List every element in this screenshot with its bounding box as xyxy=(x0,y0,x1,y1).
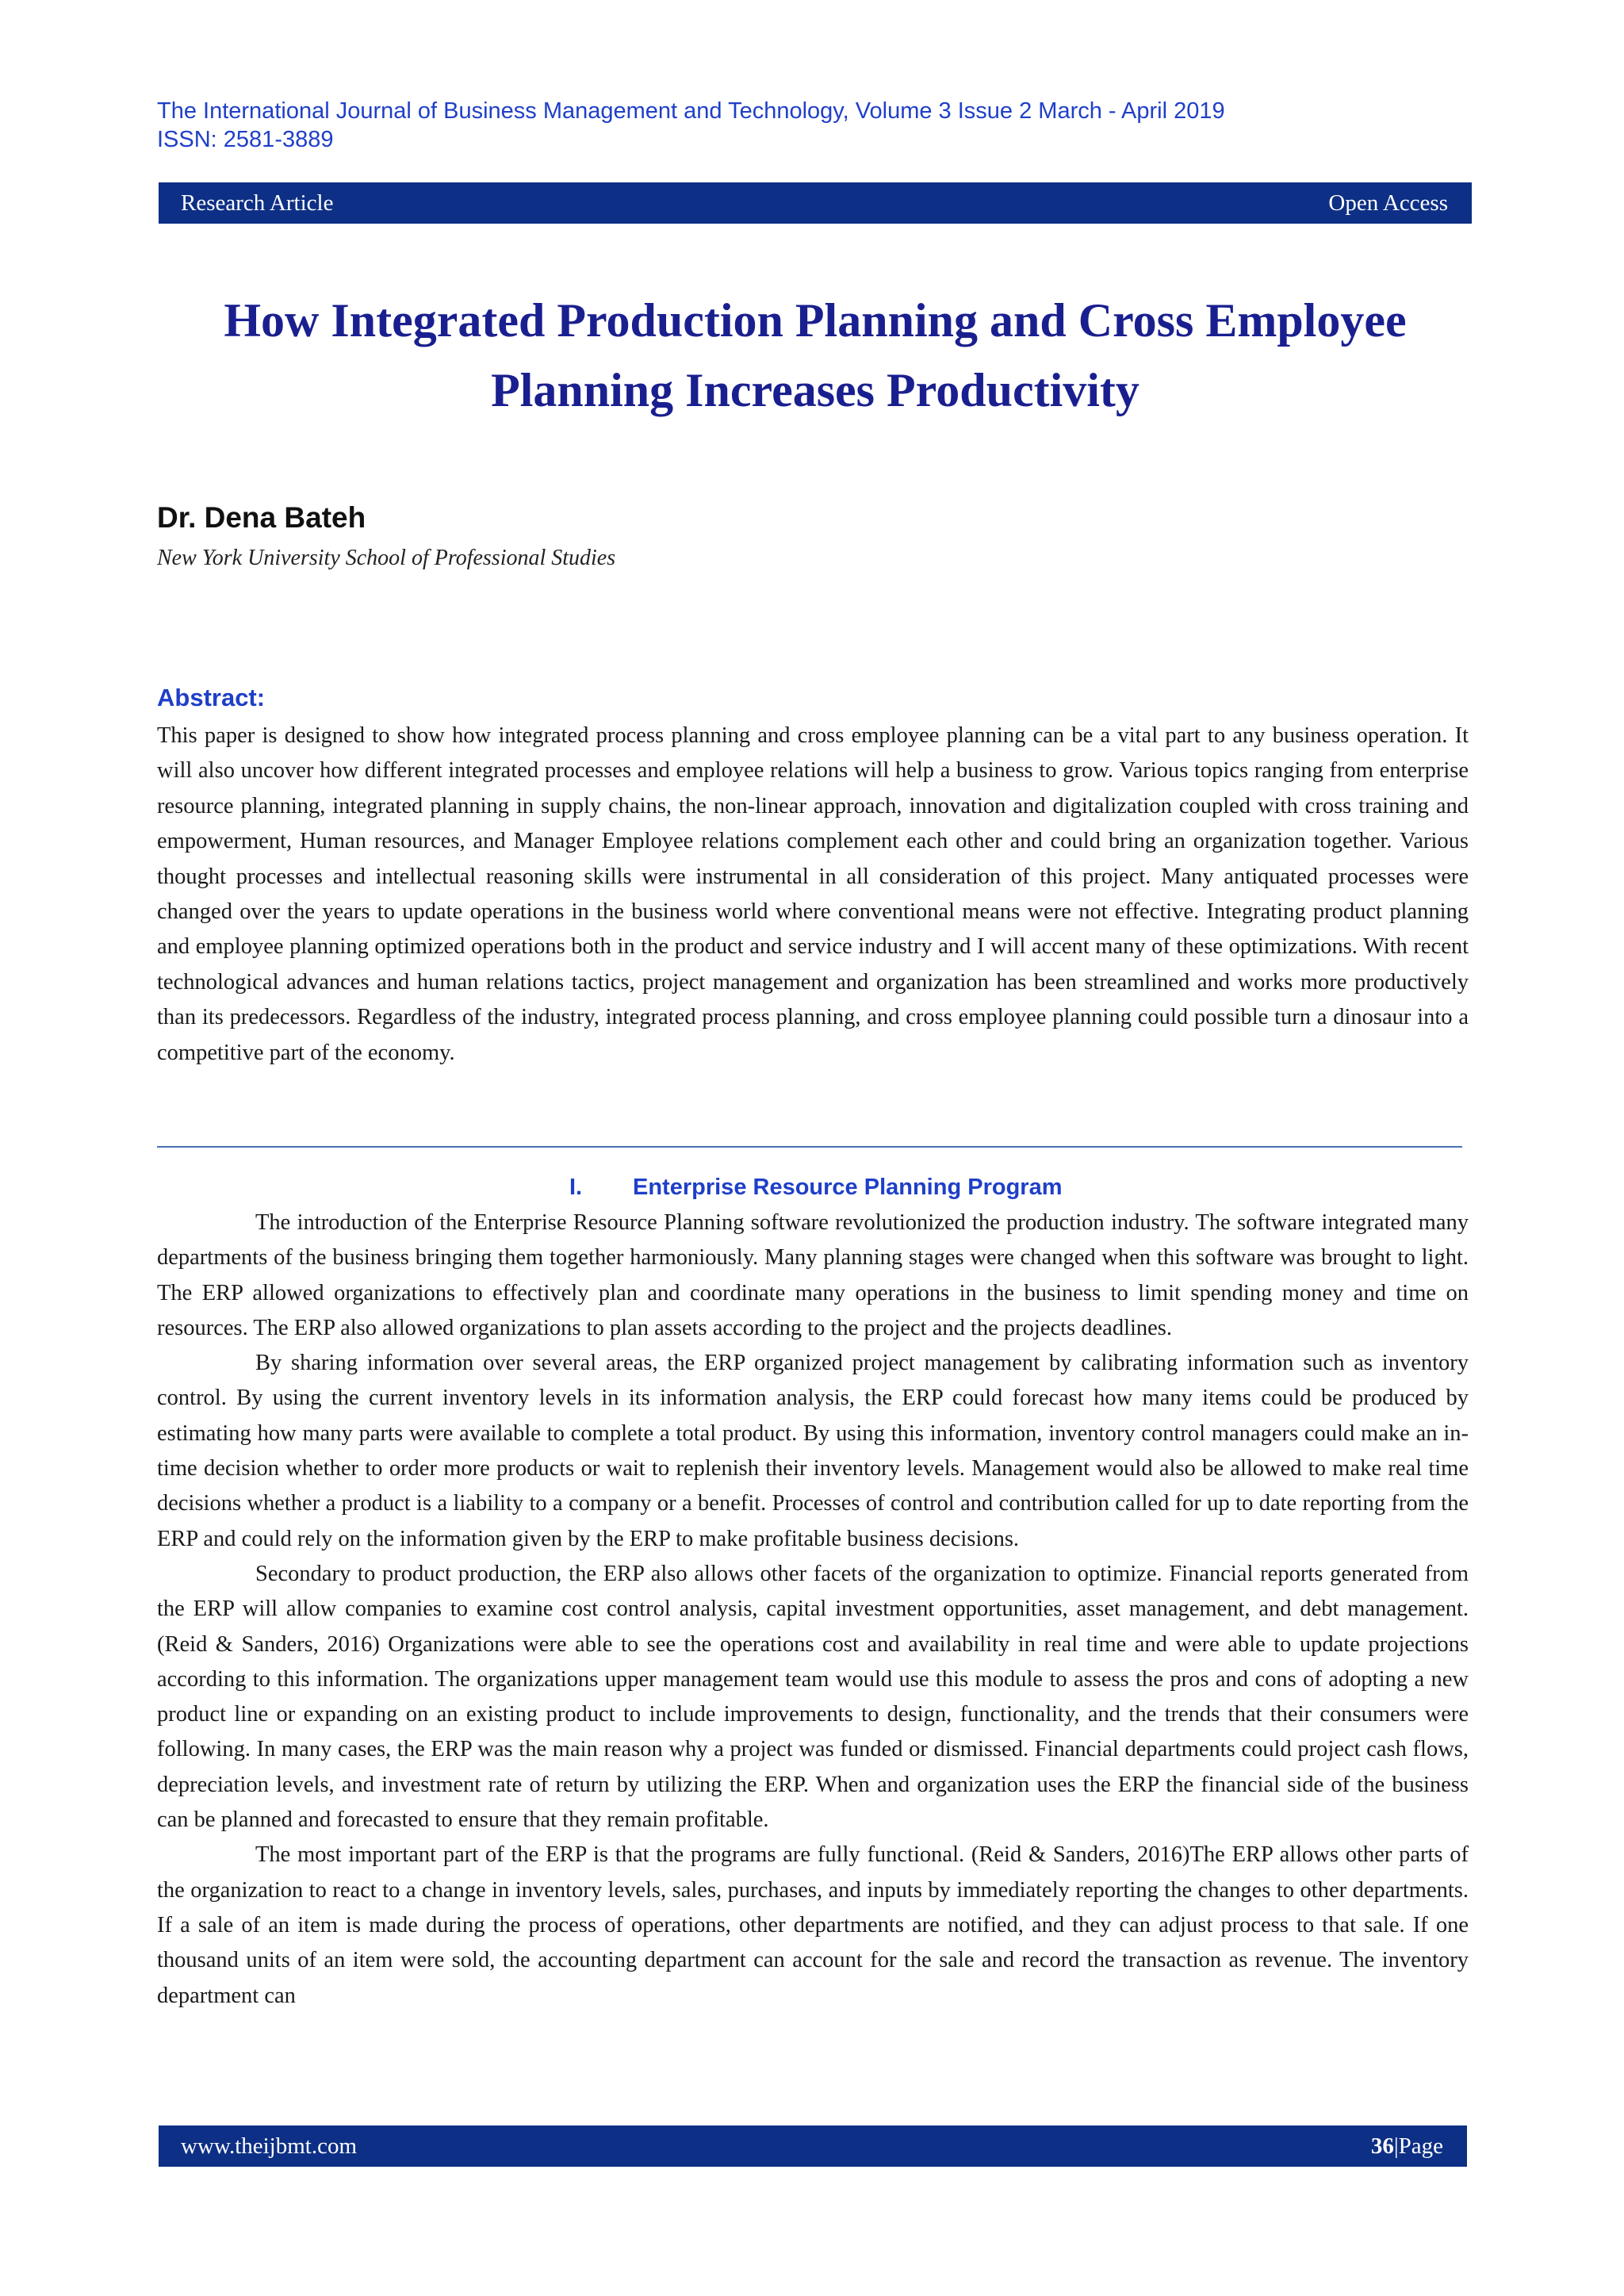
page-label: |Page xyxy=(1393,2133,1443,2159)
issn-line: ISSN: 2581-3889 xyxy=(157,127,334,152)
title-line-2: Planning Increases Productivity xyxy=(491,364,1139,416)
journal-header xyxy=(157,97,1225,154)
author-name: Dr. Dena Bateh xyxy=(157,501,366,534)
access-label: Open Access xyxy=(1328,190,1448,216)
section-number: I. xyxy=(569,1175,583,1200)
body-paragraph: Secondary to product production, the ERP also allows other facets of the organization to optimize. Financial reports generated from the ERP will allow companies to examine cost control analysis, capital investment opportunities, asset management, and debt management. (Reid & Sanders, 2016) Organizations were able to see the operations cost and availability in real time and were able to update projections according to this information. The organizations upper management team would use this module to assess the pros and cons of adopting a new product line or expanding on an existing product to include improvements to design, functionality, and the trends that their consumers were following. In many cases, the ERP was the main reason why a project was funded or dismissed. Financial departments could project cash flows, depreciation levels, and investment rate of return by utilizing the ERP. When and organization uses the ERP the financial side of the business can be planned and forecasted to ensure that they remain profitable. xyxy=(157,1561,1469,1833)
section-title: Enterprise Resource Planning Program xyxy=(633,1175,1063,1200)
journal-title-line: The International Journal of Business Management and Technology, Volume 3 Issue 2 March - April 2019 xyxy=(157,98,1225,124)
author-affiliation: New York University School of Professional Studies xyxy=(157,546,616,570)
body-paragraph: The most important part of the ERP is that the programs are fully functional. (Reid & Sanders, 2016)The ERP allows other parts of the organization to react to a change in inventory levels, sales, purchases, and inputs by immediately reporting the changes to other departments. If a sale of an item is made during the process of operations, other departments are notified, and they can adjust process to that sale. If one thousand units of an item were sold, the accounting department can account for the sale and record the transaction as revenue. The inventory department can xyxy=(157,1842,1469,2008)
section-divider xyxy=(157,1146,1462,1148)
body-paragraph: By sharing information over several areas, the ERP organized project management by calibrating information such as inventory control. By using the current inventory levels in its information analysis, the ERP could forecast how many items could be produced by estimating how many parts were available to complete a total product. By using this information, inventory control managers could make an in-time decision whether to order more products or wait to replenish their inventory levels. Management would also be allowed to make real time decisions whether a product is a liability to a company or a benefit. Processes of control and contribution called for up to date reporting from the ERP and could rely on the information given by the ERP to make profitable business decisions. xyxy=(157,1351,1469,1551)
title-line-1: How Integrated Production Planning and Cross Employee xyxy=(224,294,1407,347)
abstract-heading: Abstract: xyxy=(157,684,266,711)
section-body xyxy=(157,1205,1469,2014)
article-type-band xyxy=(159,182,1472,224)
page-number: 36 xyxy=(1370,2133,1394,2159)
body-paragraph: The introduction of the Enterprise Resource Planning software revolutionized the production industry. The software integrated many departments of the business bringing them together harmoniously. Many planning stages were changed when this software was brought to light. The ERP allowed organizations to effectively plan and coordinate many operations in the business to limit spending money and time on resources. The ERP also allowed organizations to plan assets according to the project and the projects deadlines. xyxy=(157,1210,1469,1340)
article-type-label: Research Article xyxy=(181,190,334,216)
footer-band xyxy=(159,2125,1467,2167)
page-indicator xyxy=(1371,2133,1443,2160)
journal-website: www.theijbmt.com xyxy=(181,2133,358,2159)
paper-title xyxy=(159,286,1472,425)
abstract-text: This paper is designed to show how integrated process planning and cross employee planning can be a vital part to any business operation. It will also uncover how different integrated processes and employee relations will help a business to grow. Various topics ranging from enterprise resource planning, integrated planning in supply chains, the non-linear approach, innovation and digitalization coupled with cross training and empowerment, Human resources, and Manager Employee relations complement each other and could bring an organization together. Various thought processes and intellectual reasoning skills were instrumental in all consideration of this project. Many antiquated processes were changed over the years to update operations in the business world where conventional means were not effective. Integrating product planning and employee planning optimized operations both in the product and service industry and I will accent many of these optimizations. With recent technological advances and human relations tactics, project management and organization has been streamlined and works more productively than its predecessors. Regardless of the industry, integrated process planning, and cross employee planning could possible turn a dinosaur into a competitive part of the economy. xyxy=(157,723,1469,1065)
